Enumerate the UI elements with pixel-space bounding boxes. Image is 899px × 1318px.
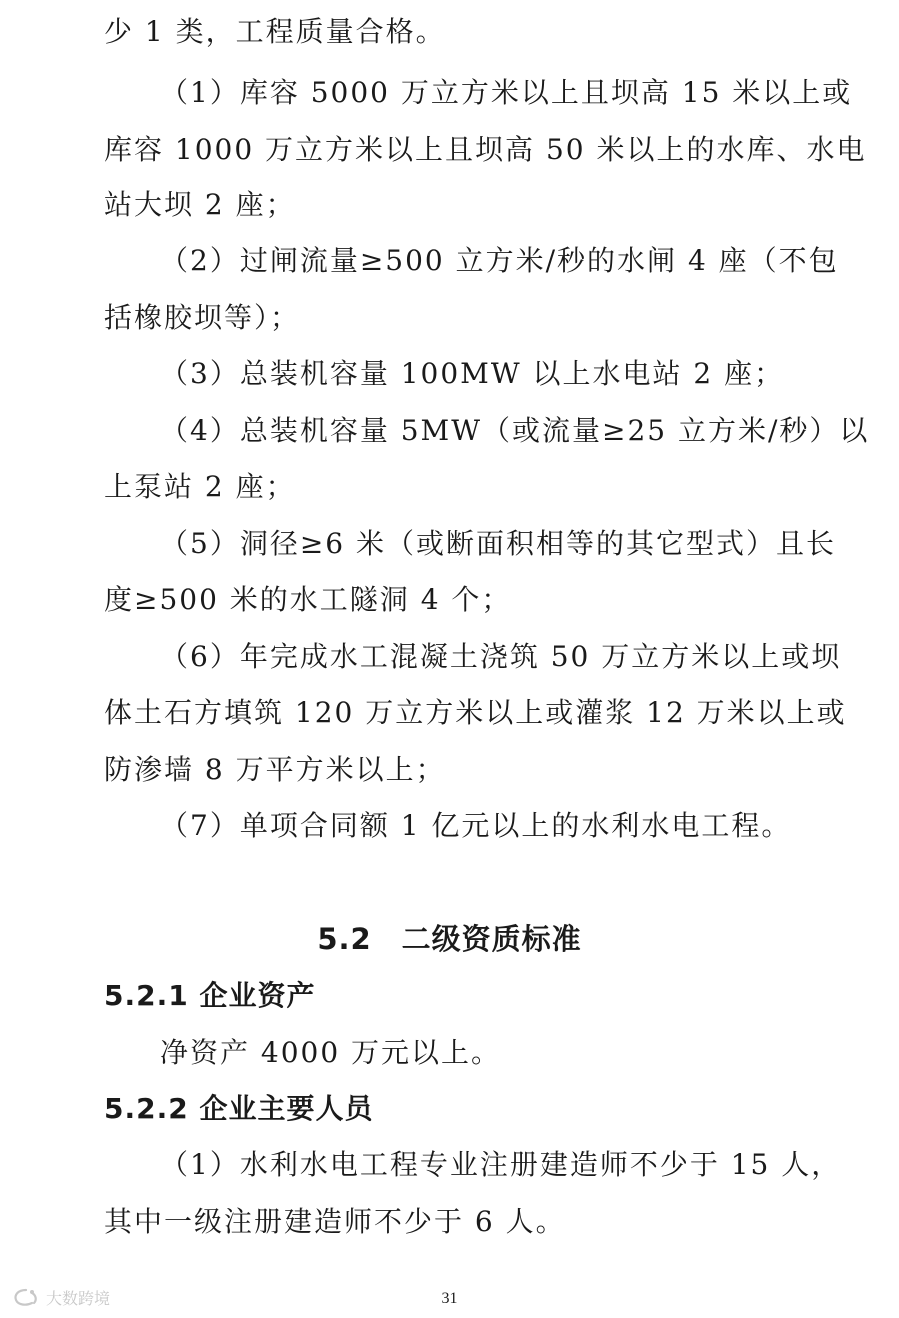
paragraph-line: （1）水利水电工程专业注册建造师不少于 15 人，: [160, 1148, 842, 1181]
subsection-heading: 5.2.1 企业资产: [104, 979, 316, 1012]
paragraph-line: 库容 1000 万立方米以上且坝高 50 米以上的水库、水电: [104, 133, 867, 166]
paragraph-line: 其中一级注册建造师不少于 6 人。: [104, 1205, 566, 1238]
paragraph-line: （3）总装机容量 100MW 以上水电站 2 座；: [160, 357, 785, 390]
subsection-heading: 5.2.2 企业主要人员: [104, 1092, 374, 1125]
paragraph-line: 防渗墙 8 万平方米以上；: [104, 753, 446, 786]
paragraph-line: （2）过闸流量≥500 立方米/秒的水闸 4 座（不包: [160, 244, 839, 277]
paragraph-line: 上泵站 2 座；: [104, 470, 296, 503]
paragraph-line: 体土石方填筑 120 万立方米以上或灌浆 12 万米以上或: [104, 696, 847, 729]
paragraph-line: 少 1 类，工程质量合格。: [104, 15, 446, 48]
paragraph-line: （1）库容 5000 万立方米以上且坝高 15 米以上或: [160, 76, 853, 109]
paragraph-line: 站大坝 2 座；: [104, 188, 296, 221]
paragraph-line: （6）年完成水工混凝土浇筑 50 万立方米以上或坝: [160, 640, 842, 673]
section-title: 5.2 二级资质标准: [317, 922, 582, 956]
paragraph-line: （4）总装机容量 5MW（或流量≥25 立方米/秒）以: [160, 414, 870, 447]
watermark-logo-icon: [12, 1287, 40, 1309]
watermark: [12, 1286, 110, 1309]
paragraph-line: 括橡胶坝等）；: [104, 301, 301, 334]
paragraph-line: （7）单项合同额 1 亿元以上的水利水电工程。: [160, 809, 792, 842]
paragraph-line: （5）洞径≥6 米（或断面积相等的其它型式）且长: [160, 527, 836, 560]
page-number: 31: [441, 1290, 458, 1307]
watermark-text: 大数跨境: [46, 1289, 111, 1308]
paragraph-line: 净资产 4000 万元以上。: [160, 1036, 502, 1069]
paragraph-line: 度≥500 米的水工隧洞 4 个；: [104, 583, 512, 616]
